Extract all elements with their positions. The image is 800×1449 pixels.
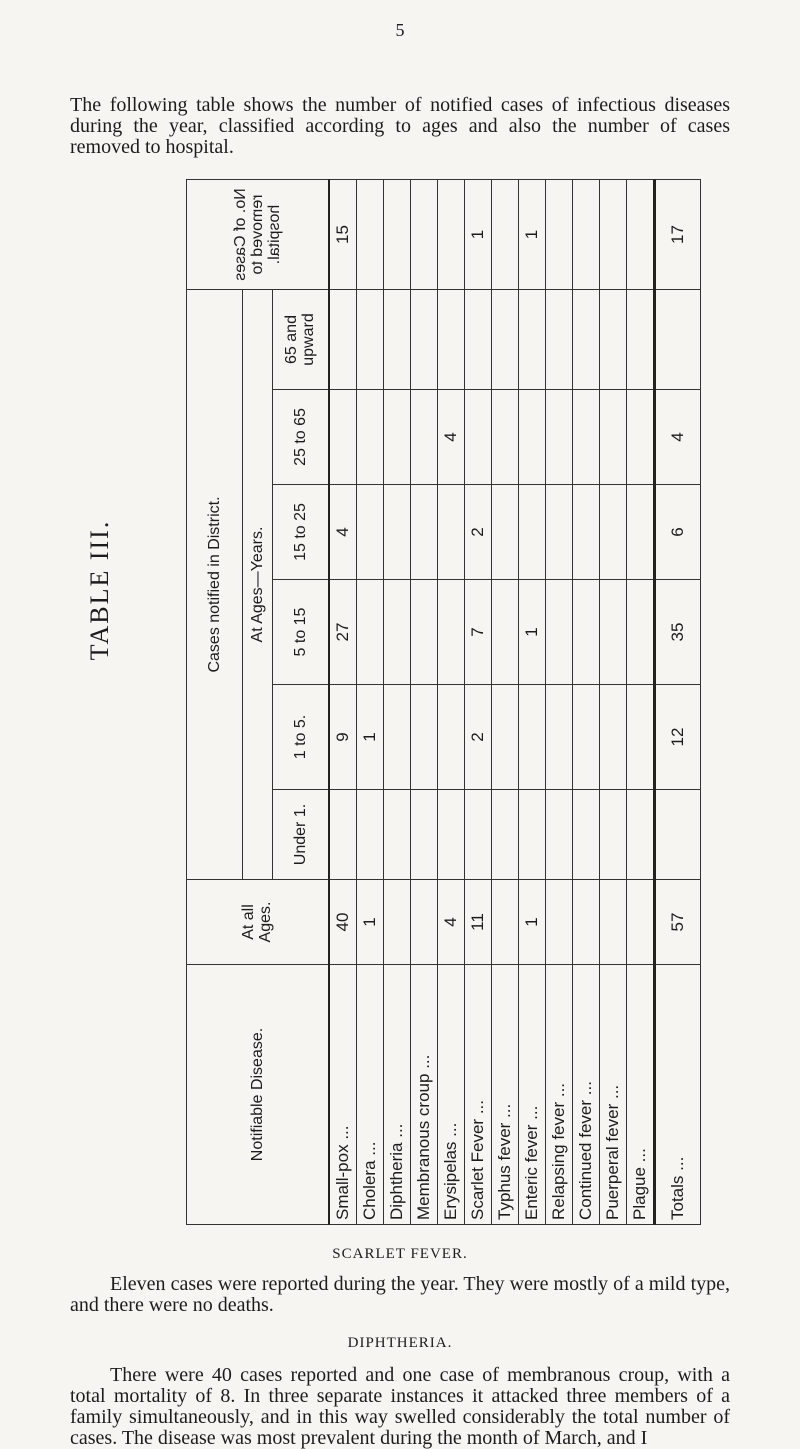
removed-header-text: No. of Cases removed to hospital.: [231, 188, 283, 281]
cell-all: [383, 880, 410, 965]
cell-a65: [464, 290, 491, 390]
table-row: [491, 180, 518, 1225]
scarlet-fever-paragraph: Eleven cases were reported during the year. They were mostly of a mild type, and there were no deaths.: [70, 1273, 730, 1316]
cell-a5-15: 7: [464, 580, 491, 685]
header-disease: Notifiable Disease.: [187, 965, 329, 1225]
cell-a5-15: 1: [518, 580, 545, 685]
cell-a65: [329, 290, 357, 390]
cell-a15-25: [599, 485, 626, 580]
header-at-all-ages: At all Ages.: [187, 880, 329, 965]
cell-removed: 15: [329, 180, 357, 290]
cell-a1-5: [383, 685, 410, 790]
cell-removed: [599, 180, 626, 290]
totals-5-15: 35: [654, 580, 700, 685]
table-row: [572, 180, 599, 1225]
totals-all-ages: 57: [654, 880, 700, 965]
cell-removed: 1: [518, 180, 545, 290]
cell-a25-65: [464, 390, 491, 485]
disease-name: Scarlet Fever ...: [464, 965, 491, 1225]
cell-a15-25: 4: [329, 485, 357, 580]
cell-u1: [464, 790, 491, 880]
table-title: TABLE III.: [85, 519, 114, 661]
header-age-65-up: 65 and upward: [273, 290, 329, 390]
table-row: [518, 180, 545, 1225]
cell-u1: [518, 790, 545, 880]
totals-1-5: 12: [654, 685, 700, 790]
page-number: 5: [395, 20, 405, 40]
cell-all: [599, 880, 626, 965]
cell-a65: [491, 290, 518, 390]
cell-a65: [545, 290, 572, 390]
cell-a5-15: [356, 580, 383, 685]
cell-a1-5: 1: [356, 685, 383, 790]
table-container: [186, 180, 686, 1225]
cell-a65: [437, 290, 464, 390]
cell-a15-25: 2: [464, 485, 491, 580]
cell-all: 11: [464, 880, 491, 965]
cell-all: 4: [437, 880, 464, 965]
cell-a5-15: [572, 580, 599, 685]
cell-a25-65: [599, 390, 626, 485]
disease-name: Erysipelas ...: [437, 965, 464, 1225]
cell-removed: [626, 180, 654, 290]
table-row: [383, 180, 410, 1225]
cell-u1: [491, 790, 518, 880]
cell-a25-65: 4: [437, 390, 464, 485]
cell-a15-25: [545, 485, 572, 580]
cell-all: [545, 880, 572, 965]
disease-name: Typhus fever ...: [491, 965, 518, 1225]
cell-removed: 1: [464, 180, 491, 290]
intro-paragraph: The following table shows the number of notified cases of infectious diseases during the year, classified according to ages and also the number of cases removed to hospital.: [70, 94, 730, 158]
diphtheria-heading: DIPHTHERIA.: [347, 1335, 453, 1351]
cell-a5-15: [491, 580, 518, 685]
cell-a25-65: [356, 390, 383, 485]
table-row: [437, 180, 464, 1225]
cell-a15-25: [572, 485, 599, 580]
totals-row: [654, 180, 700, 1225]
cell-a1-5: 9: [329, 685, 357, 790]
table-row: [329, 180, 357, 1225]
cell-all: [491, 880, 518, 965]
cell-a65: [572, 290, 599, 390]
diphtheria-paragraph: There were 40 cases reported and one case of membranous croup, with a total mortality of 8. In three separate instances it attacked three members of a family simultaneously, and in this way swelled considerably the total number of cases. The disease was most prevalent during the month of March, and I: [70, 1364, 730, 1449]
disease-name: Small-pox ...: [329, 965, 357, 1225]
header-age-15-25: 15 to 25: [273, 485, 329, 580]
cell-all: [410, 880, 437, 965]
cell-a1-5: [491, 685, 518, 790]
cell-a1-5: [572, 685, 599, 790]
cell-a5-15: [437, 580, 464, 685]
disease-name: Continued fever ...: [572, 965, 599, 1225]
cell-all: 1: [356, 880, 383, 965]
disease-name: Relapsing fever ...: [545, 965, 572, 1225]
table-body: [329, 180, 701, 1225]
cell-a65: [599, 290, 626, 390]
header-age-1-5: 1 to 5.: [273, 685, 329, 790]
cell-a5-15: [545, 580, 572, 685]
totals-removed: 17: [654, 180, 700, 290]
disease-name: Puerperal fever ...: [599, 965, 626, 1225]
cell-u1: [383, 790, 410, 880]
header-age-under-1: Under 1.: [273, 790, 329, 880]
cell-a5-15: [599, 580, 626, 685]
cell-removed: [545, 180, 572, 290]
cell-a15-25: [383, 485, 410, 580]
table-row: [464, 180, 491, 1225]
cell-removed: [410, 180, 437, 290]
cell-a15-25: [356, 485, 383, 580]
cell-a65: [626, 290, 654, 390]
cell-a5-15: [383, 580, 410, 685]
cell-a25-65: [410, 390, 437, 485]
cell-a5-15: 27: [329, 580, 357, 685]
cell-a1-5: [599, 685, 626, 790]
cell-a25-65: [329, 390, 357, 485]
cell-a1-5: [518, 685, 545, 790]
notified-cases-table: [186, 179, 701, 1225]
table-row: [599, 180, 626, 1225]
cell-a15-25: [437, 485, 464, 580]
cell-a15-25: [626, 485, 654, 580]
cell-a5-15: [626, 580, 654, 685]
header-cases-notified: Cases notified in District.: [187, 290, 243, 880]
table-row: [626, 180, 654, 1225]
disease-name: Plague ...: [626, 965, 654, 1225]
cell-a25-65: [626, 390, 654, 485]
cell-a25-65: [491, 390, 518, 485]
cell-removed: [383, 180, 410, 290]
disease-name: Membranous croup ...: [410, 965, 437, 1225]
disease-name: Cholera ...: [356, 965, 383, 1225]
header-removed-to-hospital: [187, 180, 329, 290]
cell-removed: [356, 180, 383, 290]
cell-a65: [518, 290, 545, 390]
totals-under-1: [654, 790, 700, 880]
cell-u1: [626, 790, 654, 880]
cell-all: [626, 880, 654, 965]
cell-u1: [437, 790, 464, 880]
cell-u1: [572, 790, 599, 880]
cell-a5-15: [410, 580, 437, 685]
cell-removed: [572, 180, 599, 290]
header-age-25-65: 25 to 65: [273, 390, 329, 485]
scarlet-fever-heading: SCARLET FEVER.: [332, 1246, 468, 1262]
cell-a1-5: [410, 685, 437, 790]
cell-a25-65: [518, 390, 545, 485]
cell-removed: [437, 180, 464, 290]
cell-a65: [410, 290, 437, 390]
cell-u1: [410, 790, 437, 880]
cell-u1: [329, 790, 357, 880]
totals-65-up: [654, 290, 700, 390]
table-row: [545, 180, 572, 1225]
totals-25-65: 4: [654, 390, 700, 485]
table-row: [410, 180, 437, 1225]
cell-a1-5: [437, 685, 464, 790]
cell-a25-65: [383, 390, 410, 485]
cell-removed: [491, 180, 518, 290]
totals-label: Totals ...: [654, 965, 700, 1225]
header-age-5-15: 5 to 15: [273, 580, 329, 685]
cell-a65: [356, 290, 383, 390]
cell-all: 40: [329, 880, 357, 965]
cell-all: 1: [518, 880, 545, 965]
cell-a15-25: [410, 485, 437, 580]
cell-a1-5: 2: [464, 685, 491, 790]
cell-u1: [545, 790, 572, 880]
cell-a65: [383, 290, 410, 390]
totals-15-25: 6: [654, 485, 700, 580]
cell-a15-25: [491, 485, 518, 580]
cell-all: [572, 880, 599, 965]
header-at-ages: At Ages—Years.: [243, 290, 273, 880]
disease-name: Diphtheria ...: [383, 965, 410, 1225]
cell-a1-5: [545, 685, 572, 790]
cell-a25-65: [545, 390, 572, 485]
cell-a15-25: [518, 485, 545, 580]
cell-a25-65: [572, 390, 599, 485]
cell-a1-5: [626, 685, 654, 790]
table-row: [356, 180, 383, 1225]
cell-u1: [356, 790, 383, 880]
disease-name: Enteric fever ...: [518, 965, 545, 1225]
cell-u1: [599, 790, 626, 880]
